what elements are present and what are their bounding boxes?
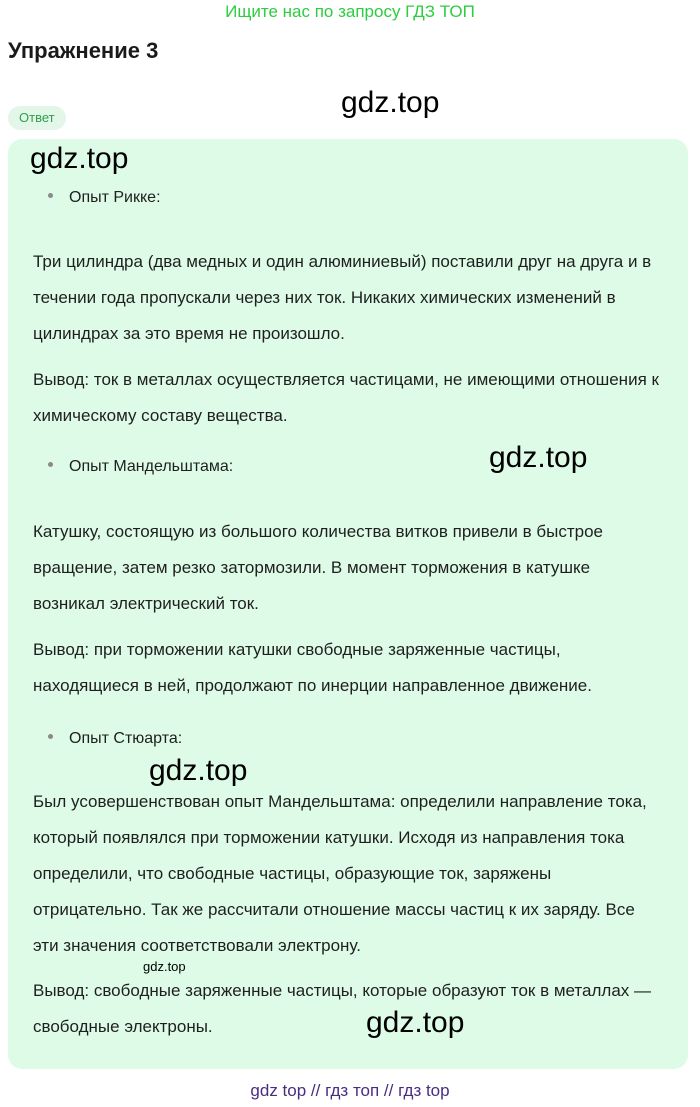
section-heading-label: Опыт Рикке: [69, 189, 161, 206]
bullet-dot-icon [48, 193, 53, 198]
watermark-text: gdz.top [366, 1006, 465, 1039]
section-heading-label: Опыт Стюарта: [69, 730, 183, 747]
footer-links: gdz top // гдз топ // гдз top [250, 1081, 450, 1100]
section-heading-mandelstam [48, 458, 233, 476]
section-paragraph: Три цилиндра (два медных и один алюминиевый) поставили друг на друга и в течении года пропускали через них ток. Никаких химических изменений в цилиндрах за это время не произошло. [33, 252, 652, 343]
section-conclusion: Вывод: ток в металлах осуществляется частицами, не имеющими отношения к химическому составу вещества. [33, 370, 659, 425]
exercise-title: Упражнение 3 [8, 38, 159, 63]
watermark-text: gdz.top [489, 441, 588, 474]
watermark-text: gdz.top [143, 959, 186, 974]
watermark-text: gdz.top [341, 86, 440, 119]
section-heading-stewart [48, 730, 182, 748]
watermark-text: gdz.top [149, 754, 248, 787]
section-conclusion: Вывод: при торможении катушки свободные заряженные частицы, находящиеся в ней, продолжают по инерции направленное движение. [33, 640, 592, 695]
answer-badge[interactable]: Ответ [8, 106, 66, 130]
section-heading-label: Опыт Мандельштама: [69, 458, 234, 475]
section-paragraph: Катушку, состоящую из большого количества витков привели в быстрое вращение, затем резко затормозили. В момент торможения в катушке возникал электрический ток. [33, 522, 604, 613]
section-conclusion: Вывод: свободные заряженные частицы, которые образуют ток в металлах — свободные электроны. [33, 981, 651, 1036]
bullet-dot-icon [48, 462, 53, 467]
section-heading-rikke [48, 189, 161, 207]
top-banner: Ищите нас по запросу ГДЗ ТОП [225, 2, 475, 21]
bullet-dot-icon [48, 734, 53, 739]
section-paragraph: Был усовершенствован опыт Мандельштама: определили направление тока, который появлялся при торможении катушки. Исходя из направления тока определили, что свободные частицы, образующие ток, заряжены отрицательно. Так же рассчитали отношение массы частиц к их заряду. Все эти значения соответствовали электрону. [33, 792, 647, 955]
watermark-text: gdz.top [30, 142, 129, 175]
